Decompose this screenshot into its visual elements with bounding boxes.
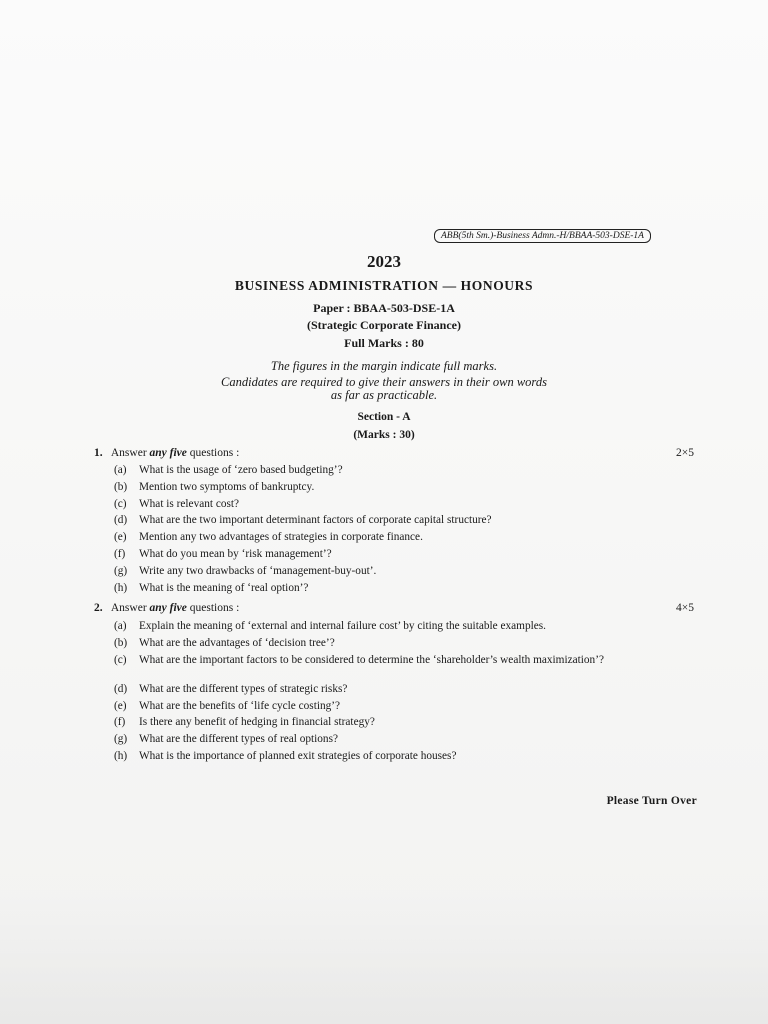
section-title: Section - A [357,411,411,423]
instruction-line: The figures in the margin indicate full marks. [270,359,498,373]
list-item [114,700,694,713]
paper-number: Paper : BBAA-503-DSE-1A [313,301,455,315]
list-item [114,565,694,578]
item-label: (c) [114,654,127,666]
please-turn-over: Please Turn Over [606,795,697,807]
full-marks: Full Marks : 80 [344,336,424,350]
list-item [114,637,694,650]
item-label: (g) [114,733,128,745]
subject-title: BUSINESS ADMINISTRATION — HONOURS [234,278,534,293]
instruction-line: Candidates are required to give their answers in their own words [221,375,547,389]
exam-year: 2023 [367,252,401,271]
question-suffix: questions : [189,447,240,459]
paper-name: (Strategic Corporate Finance) [307,318,461,332]
paper-code-box: ABB(5th Sm.)-Business Admn.-H/BBAA-503-DSE-1A [434,229,651,243]
item-label: (b) [114,481,128,493]
item-text: What do you mean by ‘risk management’? [139,548,332,560]
item-label: (d) [114,514,128,526]
item-label: (a) [114,620,127,632]
list-item [114,498,694,511]
list-item [114,620,694,633]
list-item [114,514,694,527]
item-label: (h) [114,582,128,594]
question-emphasis: any five [149,602,187,614]
list-item [114,716,694,729]
item-text: What are the advantages of ‘decision tree’? [139,637,335,649]
item-text: What are the benefits of ‘life cycle costing’? [139,700,341,712]
item-label: (g) [114,565,128,577]
list-item [114,548,694,561]
list-item [114,481,694,494]
instruction-line: as far as practicable. [330,388,438,402]
item-text: What are the different types of real options? [139,733,338,745]
item-text: What are the two important determinant factors of corporate capital structure? [139,514,492,526]
item-text: Is there any benefit of hedging in financial strategy? [139,716,375,728]
item-text: What are the important factors to be considered to determine the ‘shareholder’s wealth maximization’? [139,654,604,666]
page-bottom-shade [0,890,768,1024]
item-label: (b) [114,637,128,649]
item-label: (e) [114,700,127,712]
item-label: (f) [114,548,126,560]
question-emphasis: any five [149,447,187,459]
question-heading [94,447,694,459]
question-marks: 2×5 [676,447,694,459]
item-label: (a) [114,464,127,476]
list-item [114,464,694,477]
item-label: (e) [114,531,127,543]
item-label: (d) [114,683,128,695]
list-item [114,531,694,544]
question-heading [94,602,694,614]
question-prefix: Answer [110,602,147,614]
item-text: What are the different types of strategic risks? [139,683,348,695]
item-text: What is the usage of ‘zero based budgeting’? [139,464,343,476]
question-marks: 4×5 [676,602,694,614]
item-label: (f) [114,716,126,728]
section-marks: (Marks : 30) [353,429,415,441]
item-label: (h) [114,750,128,762]
item-label: (c) [114,498,127,510]
list-item [114,683,694,696]
list-item [114,750,694,763]
question-prefix: Answer [110,447,147,459]
list-item [114,654,694,667]
item-text: Mention any two advantages of strategies in corporate finance. [139,531,423,543]
list-item [114,582,694,595]
question-number: 2. [94,602,103,614]
question-number: 1. [94,447,103,459]
list-item [114,733,694,746]
item-text: Explain the meaning of ‘external and internal failure cost’ by citing the suitable examples. [139,620,546,632]
item-text: What is the importance of planned exit strategies of corporate houses? [139,750,457,762]
item-text: Write any two drawbacks of ‘management-buy-out’. [139,565,377,577]
item-text: Mention two symptoms of bankruptcy. [139,481,315,493]
item-text: What is relevant cost? [139,498,240,510]
question-suffix: questions : [189,602,240,614]
item-text: What is the meaning of ‘real option’? [139,582,309,594]
